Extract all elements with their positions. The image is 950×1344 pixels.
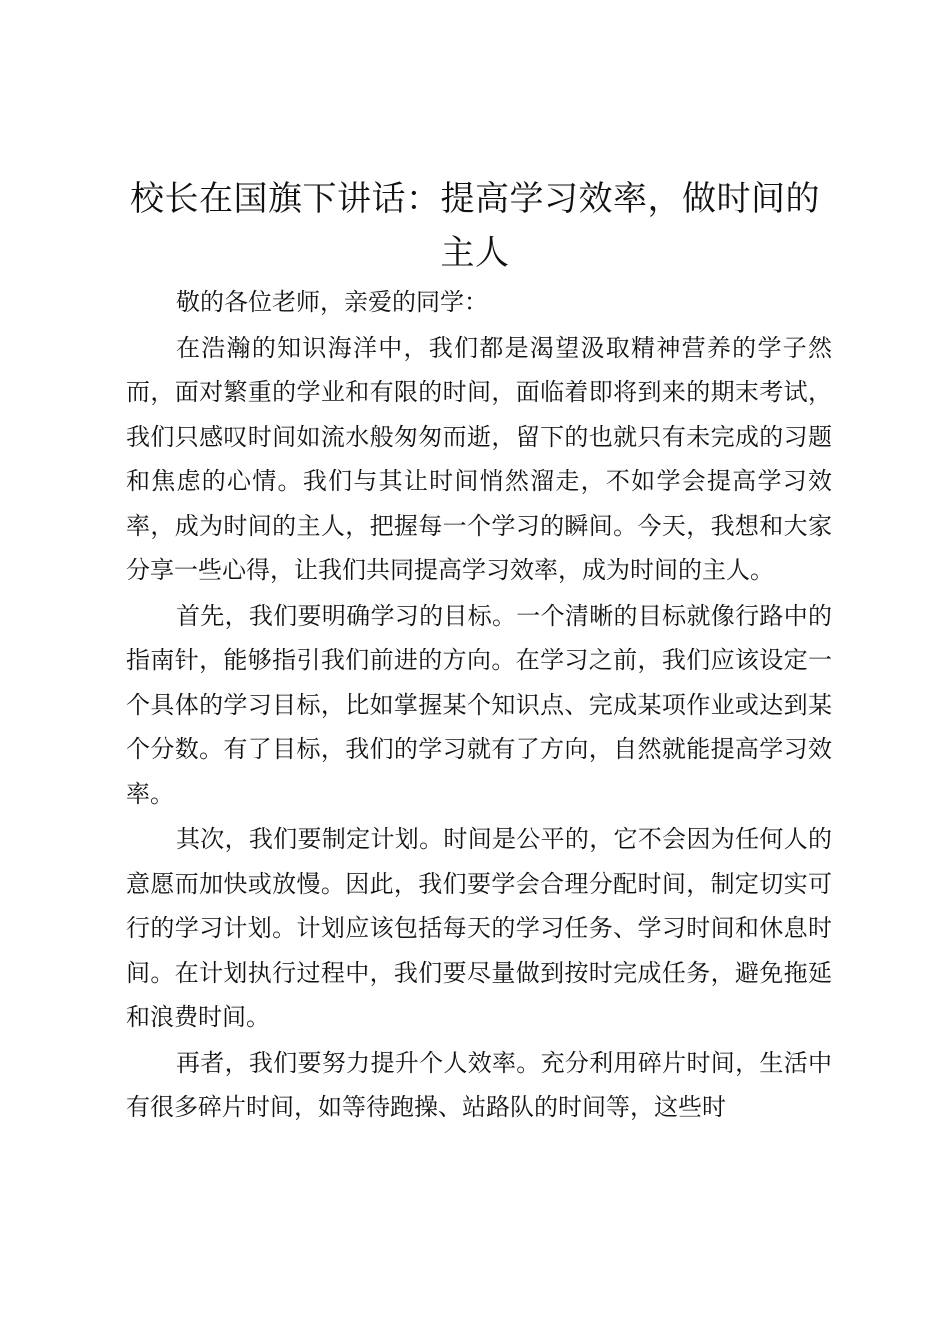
intro-paragraph: 在浩瀚的知识海洋中，我们都是渴望汲取精神营养的学子然而，面对繁重的学业和有限的时间，面临着即将到来的期末考试，我们只感叹时间如流水般匆匆而逝，留下的也就只有未完成的习题和焦虑的心情。我们与其让时间悄然溜走，不如学会提高学习效率，成为时间的主人，把握每一个学习的瞬间。今天，我想和大家分享一些心得，让我们共同提高学习效率，成为时间的主人。 — [126, 333, 832, 584]
document-title: 校长在国旗下讲话：提高学习效率，做时间的主人 — [130, 179, 820, 273]
goal-paragraph: 首先，我们要明确学习的目标。一个清晰的目标就像行路中的指南针，能够指引我们前进的方向。在学习之前，我们应该设定一个具体的学习目标，比如掌握某个知识点、完成某项作业或达到某个分数。有了目标，我们的学习就有了方向，自然就能提高学习效率。 — [126, 601, 832, 808]
salutation-paragraph: 敬的各位老师，亲爱的同学： — [176, 288, 488, 316]
document-body — [126, 280, 832, 1130]
plan-paragraph: 其次，我们要制定计划。时间是公平的，它不会因为任何人的意愿而加快或放慢。因此，我们要学会合理分配时间，制定切实可行的学习计划。计划应该包括每天的学习任务、学习时间和休息时间。在计划执行过程中，我们要尽量做到按时完成任务，避免拖延和浪费时间。 — [126, 825, 832, 1031]
efficiency-paragraph: 再者，我们要努力提升个人效率。充分利用碎片时间，生活中有很多碎片时间，如等待跑操、站路队的时间等，这些时 — [126, 1048, 832, 1121]
